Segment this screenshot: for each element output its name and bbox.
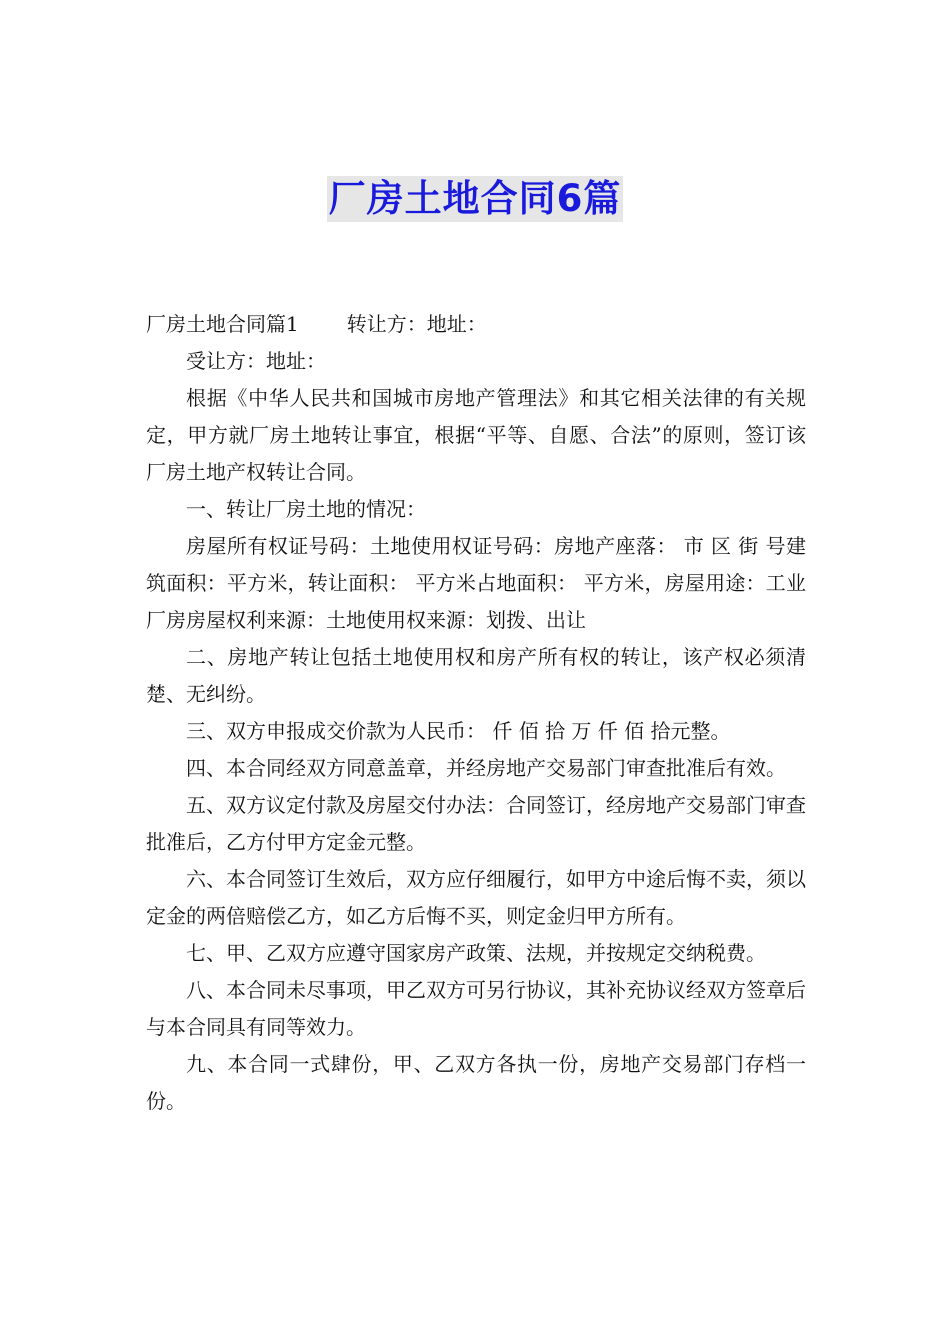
document-title: 厂房土地合同6篇 [328, 177, 622, 220]
paragraph-transferee: 受让方：地址： [186, 349, 326, 373]
paragraph-clause-7: 七、甲、乙双方应遵守国家房产政策、法规，并按规定交纳税费。 [186, 941, 766, 965]
contract-section-heading: 厂房土地合同篇1 [146, 312, 299, 336]
document-body [146, 306, 806, 1120]
paragraph-preamble: 根据《中华人民共和国城市房地产管理法》和其它相关法律的有关规定，甲方就厂房土地转让事宜，根据“平等、自愿、合法”的原则，签订该厂房土地产权转让合同。 [146, 386, 806, 484]
paragraph-clause-2: 二、房地产转让包括土地使用权和房产所有权的转让，该产权必须清楚、无纠纷。 [146, 645, 806, 706]
paragraph-clause-5: 五、双方议定付款及房屋交付办法：合同签订，经房地产交易部门审查批准后，乙方付甲方定金元整。 [146, 793, 806, 854]
heading-line [146, 306, 806, 343]
paragraph-clause-8: 八、本合同未尽事项，甲乙双方可另行协议，其补充协议经双方签章后与本合同具有同等效力。 [146, 978, 806, 1039]
paragraph-property-details: 房屋所有权证号码：土地使用权证号码：房地产座落： 市 区 街 号建筑面积：平方米，转让面积： 平方米占地面积： 平方米，房屋用途：工业厂房房屋权利来源：土地使用权来源：划拨、出让 [146, 534, 806, 632]
paragraph-clause-9: 九、本合同一式肆份，甲、乙双方各执一份，房地产交易部门存档一份。 [146, 1052, 806, 1113]
paragraph-clause-4: 四、本合同经双方同意盖章，并经房地产交易部门审查批准后有效。 [186, 756, 786, 780]
paragraph-clause-3: 三、双方申报成交价款为人民币： 仟 佰 拾 万 仟 佰 拾元整。 [186, 719, 731, 743]
paragraph-clause-1: 一、转让厂房土地的情况： [186, 497, 426, 521]
title-container [0, 176, 950, 222]
transferor-label: 转让方：地址： [346, 312, 487, 336]
paragraph-clause-6: 六、本合同签订生效后，双方应仔细履行，如甲方中途后悔不卖，须以定金的两倍赔偿乙方，如乙方后悔不买，则定金归甲方所有。 [146, 867, 806, 928]
